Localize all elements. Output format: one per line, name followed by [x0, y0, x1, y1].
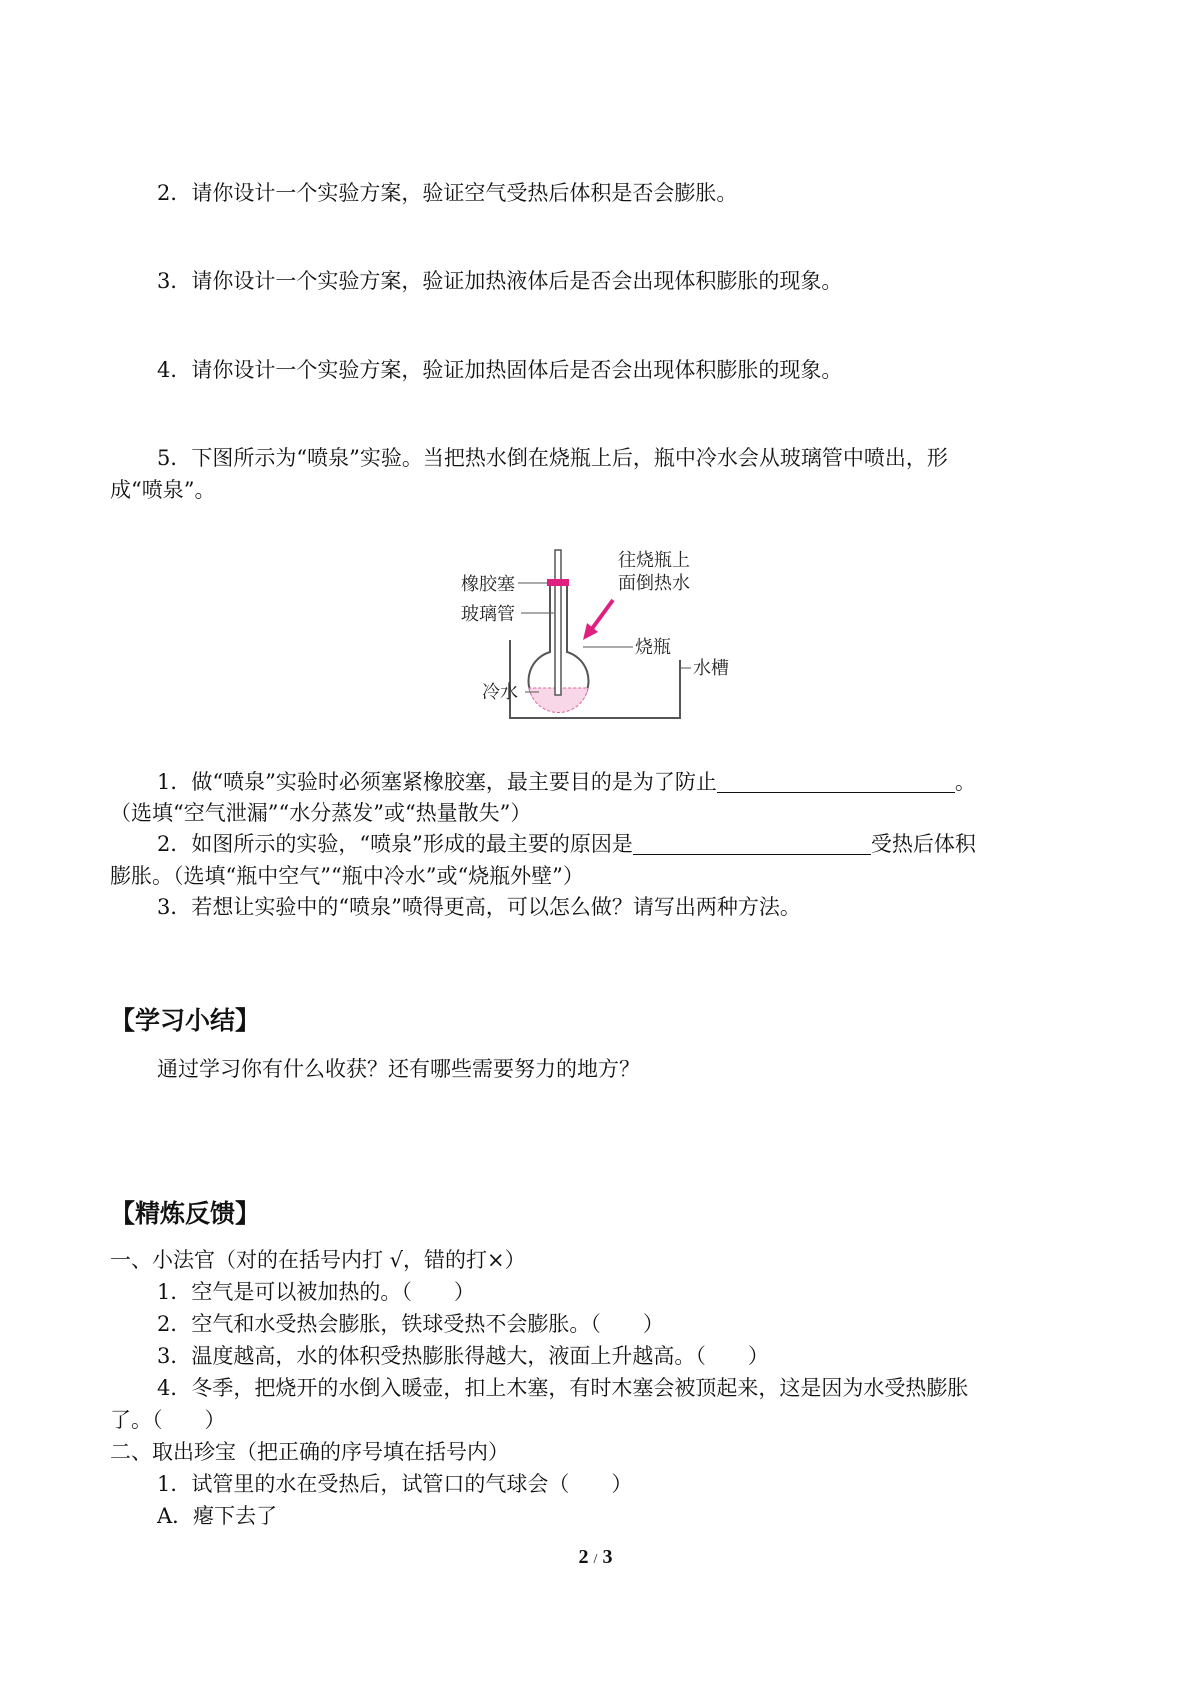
subquestion-3: 3．若想让实验中的“喷泉”喷得更高，可以怎么做？请写出两种方法。	[157, 895, 801, 919]
question-3: 3．请你设计一个实验方案，验证加热液体后是否会出现体积膨胀的现象。	[157, 269, 843, 293]
page-separator: /	[593, 1552, 598, 1567]
label-trough: 水槽	[693, 658, 729, 679]
pour-arrow	[591, 600, 613, 630]
part2-title: 二、取出珍宝（把正确的序号填在括号内）	[110, 1440, 509, 1464]
part1-title: 一、小法官（对的在括号内打 √，错的打×）	[110, 1248, 526, 1272]
rubber-stopper	[547, 579, 569, 586]
feedback-heading: 【精炼反馈】	[110, 1199, 261, 1228]
subquestion-2-text: 2．如图所示的实验，“喷泉”形成的最主要的原因是	[157, 832, 633, 856]
page-total: 3	[602, 1546, 613, 1568]
subquestion-2-end: 受热后体积	[870, 832, 976, 856]
part2-question-1: 1．试管里的水在受热后，试管口的气球会（ ）	[157, 1472, 633, 1496]
question-2: 2．请你设计一个实验方案，验证空气受热后体积是否会膨胀。	[157, 181, 738, 205]
answer-blank-2[interactable]	[633, 832, 871, 855]
part2-option-a: A．瘪下去了	[157, 1504, 278, 1528]
subquestion-1	[157, 767, 976, 797]
label-glass-tube: 玻璃管	[461, 604, 515, 625]
answer-blank-1[interactable]	[717, 770, 955, 793]
part1-item-4: 4．冬季，把烧开的水倒入暖壶，扣上木塞，有时木塞会被顶起来，这是因为水受热膨胀	[157, 1376, 969, 1400]
subquestion-1-end: 。	[954, 770, 976, 794]
part1-item-1: 1．空气是可以被加热的。（ ）	[157, 1280, 475, 1304]
label-rubber-stopper: 橡胶塞	[461, 574, 515, 595]
question-4: 4．请你设计一个实验方案，验证加热固体后是否会出现体积膨胀的现象。	[157, 358, 843, 382]
label-pour-line2: 面倒热水	[618, 573, 690, 594]
part1-item-3: 3．温度越高，水的体积受热膨胀得越大，液面上升越高。（ ）	[157, 1344, 769, 1368]
question-5-line2: 成“喷泉”。	[110, 478, 216, 502]
subquestion-2-options: 膨胀。（选填“瓶中空气”“瓶中冷水”或“烧瓶外壁”）	[110, 864, 584, 888]
part1-item-2: 2．空气和水受热会膨胀，铁球受热不会膨胀。（ ）	[157, 1312, 664, 1336]
label-pour-line1: 往烧瓶上	[618, 550, 690, 571]
summary-text: 通过学习你有什么收获？还有哪些需要努力的地方？	[157, 1057, 640, 1081]
part1-item-4-cont: 了。（ ）	[110, 1408, 226, 1432]
label-cold-water: 冷水	[482, 682, 518, 703]
fountain-experiment-figure	[461, 540, 765, 730]
question-5-line1: 5．下图所示为“喷泉”实验。当把热水倒在烧瓶上后，瓶中冷水会从玻璃管中喷出，形	[157, 446, 948, 470]
summary-heading: 【学习小结】	[110, 1006, 261, 1035]
subquestion-2	[157, 829, 976, 859]
page-current: 2	[578, 1546, 589, 1568]
page-number	[0, 1546, 1191, 1569]
subquestion-1-options: （选填“空气泄漏”“水分蒸发”或“热量散失”）	[110, 801, 532, 825]
glass-tube	[555, 550, 561, 695]
label-flask: 烧瓶	[635, 637, 671, 658]
subquestion-1-text: 1．做“喷泉”实验时必须塞紧橡胶塞，最主要目的是为了防止	[157, 770, 717, 794]
